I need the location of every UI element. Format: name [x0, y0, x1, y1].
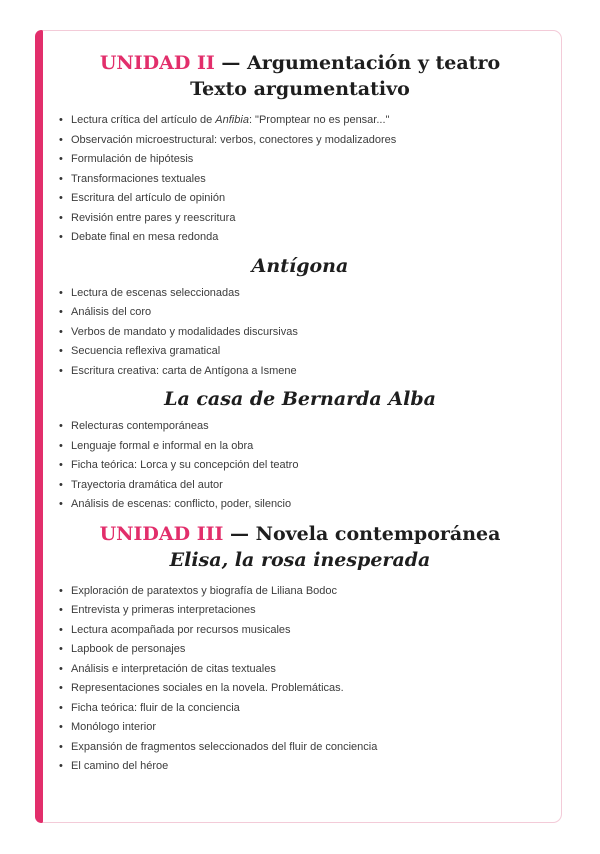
list-item-text: Trayectoria dramática del autor — [71, 478, 223, 491]
list-item — [59, 476, 541, 496]
list-item — [59, 228, 541, 248]
list-item — [59, 718, 541, 738]
list-item — [59, 679, 541, 699]
list-item-text: Lenguaje formal e informal en la obra — [71, 439, 254, 452]
bullet-icon: • — [59, 364, 63, 377]
bullet-icon: • — [59, 192, 63, 204]
list-item-text: Ficha teórica: Lorca y su concepción del teatro — [71, 459, 299, 471]
bullet-icon: • — [59, 211, 63, 224]
list-item-text: Revisión entre pares y reescritura — [71, 211, 236, 224]
list-item — [59, 170, 541, 190]
bullet-icon: • — [59, 133, 63, 146]
list-item — [59, 209, 541, 229]
unit3-title-rest: — Novela contemporánea — [223, 522, 501, 545]
list-item — [59, 640, 541, 660]
bullet-icon: • — [59, 604, 63, 616]
list-item-text: El camino del héroe — [71, 760, 169, 772]
bullet-icon: • — [59, 459, 63, 471]
bullet-icon: • — [59, 306, 63, 318]
list-item — [59, 342, 541, 362]
list-item-text: Entrevista y primeras interpretaciones — [71, 604, 256, 616]
list-item — [59, 303, 541, 323]
list-item-text — [71, 111, 389, 131]
unit3-title-label: UNIDAD III — [99, 522, 224, 545]
unit2-title-rest: — Argumentación y teatro — [214, 52, 501, 74]
bullet-icon: • — [59, 153, 63, 165]
bullet-icon: • — [59, 420, 63, 432]
bullet-icon: • — [59, 643, 63, 655]
list-item — [59, 582, 541, 602]
list-item — [59, 757, 541, 777]
list-item-text: Escritura creativa: carta de Antígona a Ismene — [71, 364, 297, 377]
list-item — [59, 417, 541, 437]
bullet-icon: • — [59, 662, 63, 675]
list-item-text: Debate final en mesa redonda — [71, 231, 219, 243]
bullet-icon: • — [59, 682, 63, 694]
bullet-icon: • — [59, 498, 63, 510]
bullet-icon: • — [59, 325, 63, 338]
syllabus-card — [35, 30, 562, 823]
unit3-bullet-list — [59, 582, 541, 777]
list-item-text-post: : "Promptear no es pensar..." — [248, 114, 390, 126]
list-item — [59, 131, 541, 151]
unit2-title-label: UNIDAD II — [99, 52, 215, 74]
bullet-icon: • — [59, 760, 63, 772]
list-item — [59, 699, 541, 719]
list-item — [59, 660, 541, 680]
bullet-icon: • — [59, 231, 63, 243]
list-item-text: Lapbook de personajes — [71, 643, 186, 655]
bernarda-title: La casa de Bernarda Alba — [164, 388, 436, 410]
list-item-text: Observación microestructural: verbos, conectores y modalizadores — [71, 133, 397, 146]
list-item-text-pre: Lectura crítica del artículo de — [71, 114, 216, 126]
list-item-text: Escritura del artículo de opinión — [71, 192, 226, 204]
list-item — [59, 456, 541, 476]
list-item — [59, 437, 541, 457]
list-item — [59, 284, 541, 304]
list-item — [59, 189, 541, 209]
list-item — [59, 621, 541, 641]
list-item-text: Formulación de hipótesis — [71, 153, 194, 165]
list-item — [59, 323, 541, 343]
unit3-title — [59, 521, 541, 547]
list-item-text: Representaciones sociales en la novela. Problemáticas. — [71, 682, 344, 694]
list-item-text-italic: Anfibia — [215, 114, 249, 126]
list-item — [59, 150, 541, 170]
list-item — [59, 111, 541, 131]
bullet-icon: • — [59, 623, 63, 636]
bullet-icon: • — [59, 286, 63, 299]
unit2-subtitle: Texto argumentativo — [190, 78, 410, 100]
accent-bar — [35, 30, 43, 823]
list-item-text: Lectura de escenas seleccionadas — [71, 286, 240, 299]
list-item-text: Exploración de paratextos y biografía de Liliana Bodoc — [71, 584, 338, 597]
bullet-icon: • — [59, 478, 63, 491]
unit3-subtitle: Elisa, la rosa inesperada — [169, 548, 431, 571]
list-item — [59, 601, 541, 621]
unit2-title — [59, 50, 541, 76]
list-item-text: Análisis de escenas: conflicto, poder, silencio — [71, 498, 292, 510]
list-item-text: Expansión de fragmentos seleccionados del fluir de conciencia — [71, 740, 378, 753]
bullet-icon: • — [59, 439, 63, 452]
bullet-icon: • — [59, 114, 63, 126]
list-item-text: Lectura acompañada por recursos musicales — [71, 623, 291, 636]
list-item-text: Análisis e interpretación de citas textuales — [71, 662, 276, 675]
list-item-text: Ficha teórica: fluir de la conciencia — [71, 701, 240, 714]
list-item — [59, 362, 541, 382]
list-item-text: Transformaciones textuales — [71, 172, 206, 185]
list-item-text: Secuencia reflexiva gramatical — [71, 345, 221, 357]
bullet-icon: • — [59, 584, 63, 597]
list-item-text: Monólogo interior — [71, 721, 156, 733]
list-item-text: Verbos de mandato y modalidades discursivas — [71, 325, 298, 338]
list-item-text: Análisis del coro — [71, 306, 152, 318]
antigona-bullet-list — [59, 284, 541, 382]
list-item-text: Relecturas contemporáneas — [71, 420, 209, 432]
bernarda-bullet-list — [59, 417, 541, 515]
bullet-icon: • — [59, 345, 63, 357]
bullet-icon: • — [59, 172, 63, 185]
bullet-icon: • — [59, 701, 63, 714]
list-item — [59, 738, 541, 758]
bullet-icon: • — [59, 721, 63, 733]
antigona-title: Antígona — [251, 254, 349, 277]
unit2-bullet-list — [59, 111, 541, 248]
bullet-icon: • — [59, 740, 63, 753]
list-item — [59, 495, 541, 515]
